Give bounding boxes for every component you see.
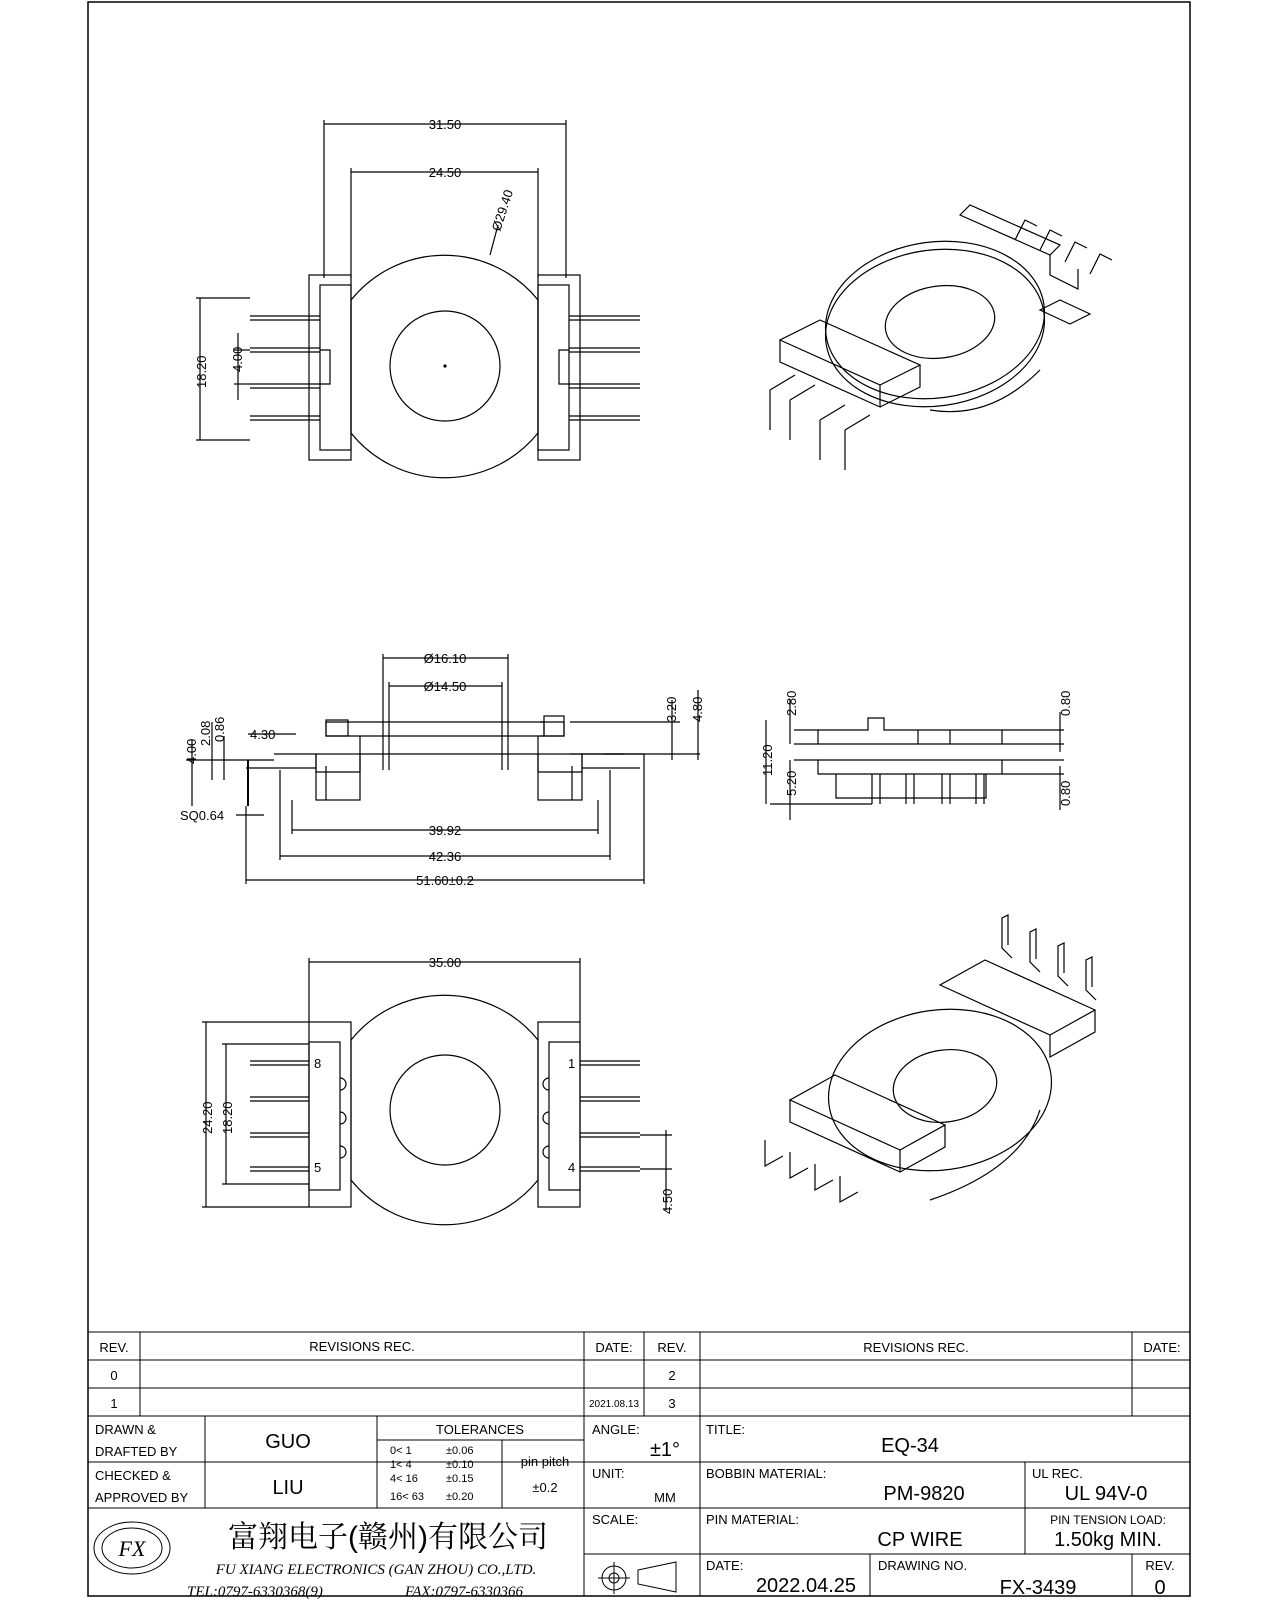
dim-0-86: 0.86 [212,716,227,742]
drawn-by: GUO [265,1431,311,1453]
isometric-view-bottom [765,915,1096,1202]
dim-31-50: 31.50 [428,117,462,132]
dim-2-80: 2.80 [784,690,799,716]
pin-label-8: 8 [314,1056,322,1071]
date-value: 2022.04.25 [755,1575,857,1597]
dim-3-20: 3.20 [664,696,679,722]
title-value: EQ-34 [881,1435,939,1457]
dim-39-92: 39.92 [428,823,462,838]
pin-label-1: 1 [568,1056,576,1071]
pin-tension-label: PIN TENSION LOAD: [1050,1513,1166,1527]
company-logo [94,1522,170,1574]
tol-range-2: 4< 16 [390,1473,418,1485]
dim-4-00-side: 4.00 [184,738,199,764]
logo-text: FX [118,1536,146,1561]
dim-24-50: 24.50 [428,165,462,180]
tol-range-3: 16< 63 [390,1491,424,1503]
checked-label-line1: CHECKED & [95,1468,171,1483]
pin-pitch-label: pin pitch [520,1454,570,1469]
dim-4-00-top: 4.00 [230,346,245,372]
dim-sq-0-64: SQ0.64 [180,808,225,823]
date-header-left: DATE: [595,1340,633,1355]
revisions-header-right: REVISIONS REC. [863,1340,969,1355]
drawn-label-line1: DRAWN & [95,1422,156,1437]
rev-header-left: REV. [99,1340,129,1355]
dim-18-20-top: 18.20 [194,355,209,388]
rev-row-0: 0 [110,1368,118,1383]
pin-material-label: PIN MATERIAL: [706,1512,799,1527]
drawing-no-label: DRAWING NO. [878,1558,968,1573]
dim-35-00: 35.00 [428,955,462,970]
angle-label: ANGLE: [592,1422,640,1437]
tol-value-0: ±0.06 [446,1445,474,1457]
drawing-no-value: FX-3439 [999,1577,1077,1599]
top-view [194,117,640,478]
dim-51-60: 51.60±0.2 [416,873,474,888]
pin-pitch-value: ±0.2 [532,1480,558,1495]
drawn-label-line2: DRAFTED BY [95,1444,178,1459]
dim-dia-16-10: Ø16.10 [423,651,467,666]
dim-dia-14-50: Ø14.50 [423,679,467,694]
scale-label: SCALE: [592,1512,639,1527]
rev-header-right: REV. [657,1340,687,1355]
pin-label-4: 4 [568,1160,576,1175]
tol-value-3: ±0.20 [446,1491,474,1503]
isometric-view-top [770,205,1112,470]
date-header-right: DATE: [1143,1340,1181,1355]
company-fax: FAX:0797-6330366 [405,1584,524,1600]
rev-row-1: 1 [110,1396,118,1411]
pin-label-5: 5 [314,1160,322,1175]
tol-value-2: ±0.15 [446,1473,474,1485]
ul-rec-label: UL REC. [1032,1466,1083,1481]
dim-18-20-bottom: 18.20 [220,1101,235,1134]
sheet-border [88,2,1190,1596]
ul-rec-value: UL 94V-0 [1064,1483,1148,1505]
side-view [180,651,705,888]
dim-4-80: 4.80 [690,696,705,722]
dim-4-50: 4.50 [660,1188,675,1214]
unit-label: UNIT: [592,1466,625,1481]
dim-0-80-bottom: 0.80 [1058,780,1073,806]
checked-by: LIU [272,1477,304,1499]
pin-material-value: CP WIRE [877,1529,963,1551]
rev-row-2: 2 [668,1368,676,1383]
checked-label-line2: APPROVED BY [95,1490,189,1505]
pin-tension-value: 1.50kg MIN. [1054,1529,1162,1551]
dim-5-20: 5.20 [784,770,799,796]
company-name-en: FU XIANG ELECTRONICS (GAN ZHOU) CO.,LTD. [215,1562,537,1578]
dim-42-36: 42.36 [428,849,462,864]
dim-24-20: 24.20 [200,1101,215,1134]
end-view [760,691,1073,820]
rev-value: 0 [1154,1577,1166,1599]
dim-11-20: 11.20 [760,744,775,776]
bottom-view [200,955,675,1225]
angle-value: ±1° [649,1439,681,1461]
date-label: DATE: [706,1558,744,1573]
tol-range-0: 0< 1 [390,1445,412,1457]
bobbin-material-label: BOBBIN MATERIAL: [706,1466,827,1481]
rev-row-1-date: 2021.08.13 [588,1399,640,1410]
tol-range-1: 1< 4 [390,1459,412,1471]
projection-symbol-icon [598,1562,676,1594]
dim-dia-29-40: Ø29.40 [488,187,517,233]
rev-label: REV. [1145,1558,1175,1573]
dim-2-08: 2.08 [198,720,213,746]
company-tel: TEL:0797-6330368(9) [187,1584,323,1600]
tol-value-1: ±0.10 [446,1459,474,1471]
title-block [88,1332,1190,1600]
rev-row-3: 3 [668,1396,676,1411]
title-label: TITLE: [706,1422,746,1437]
unit-value: MM [654,1490,676,1505]
company-name-cn: 富翔电子(赣州)有限公司 [228,1521,548,1554]
dim-0-80-top: 0.80 [1058,690,1073,716]
dim-4-30: 4.30 [250,727,276,742]
tolerances-label: TOLERANCES [436,1422,524,1437]
revisions-header-left: REVISIONS REC. [309,1339,415,1354]
bobbin-material-value: PM-9820 [883,1483,965,1505]
